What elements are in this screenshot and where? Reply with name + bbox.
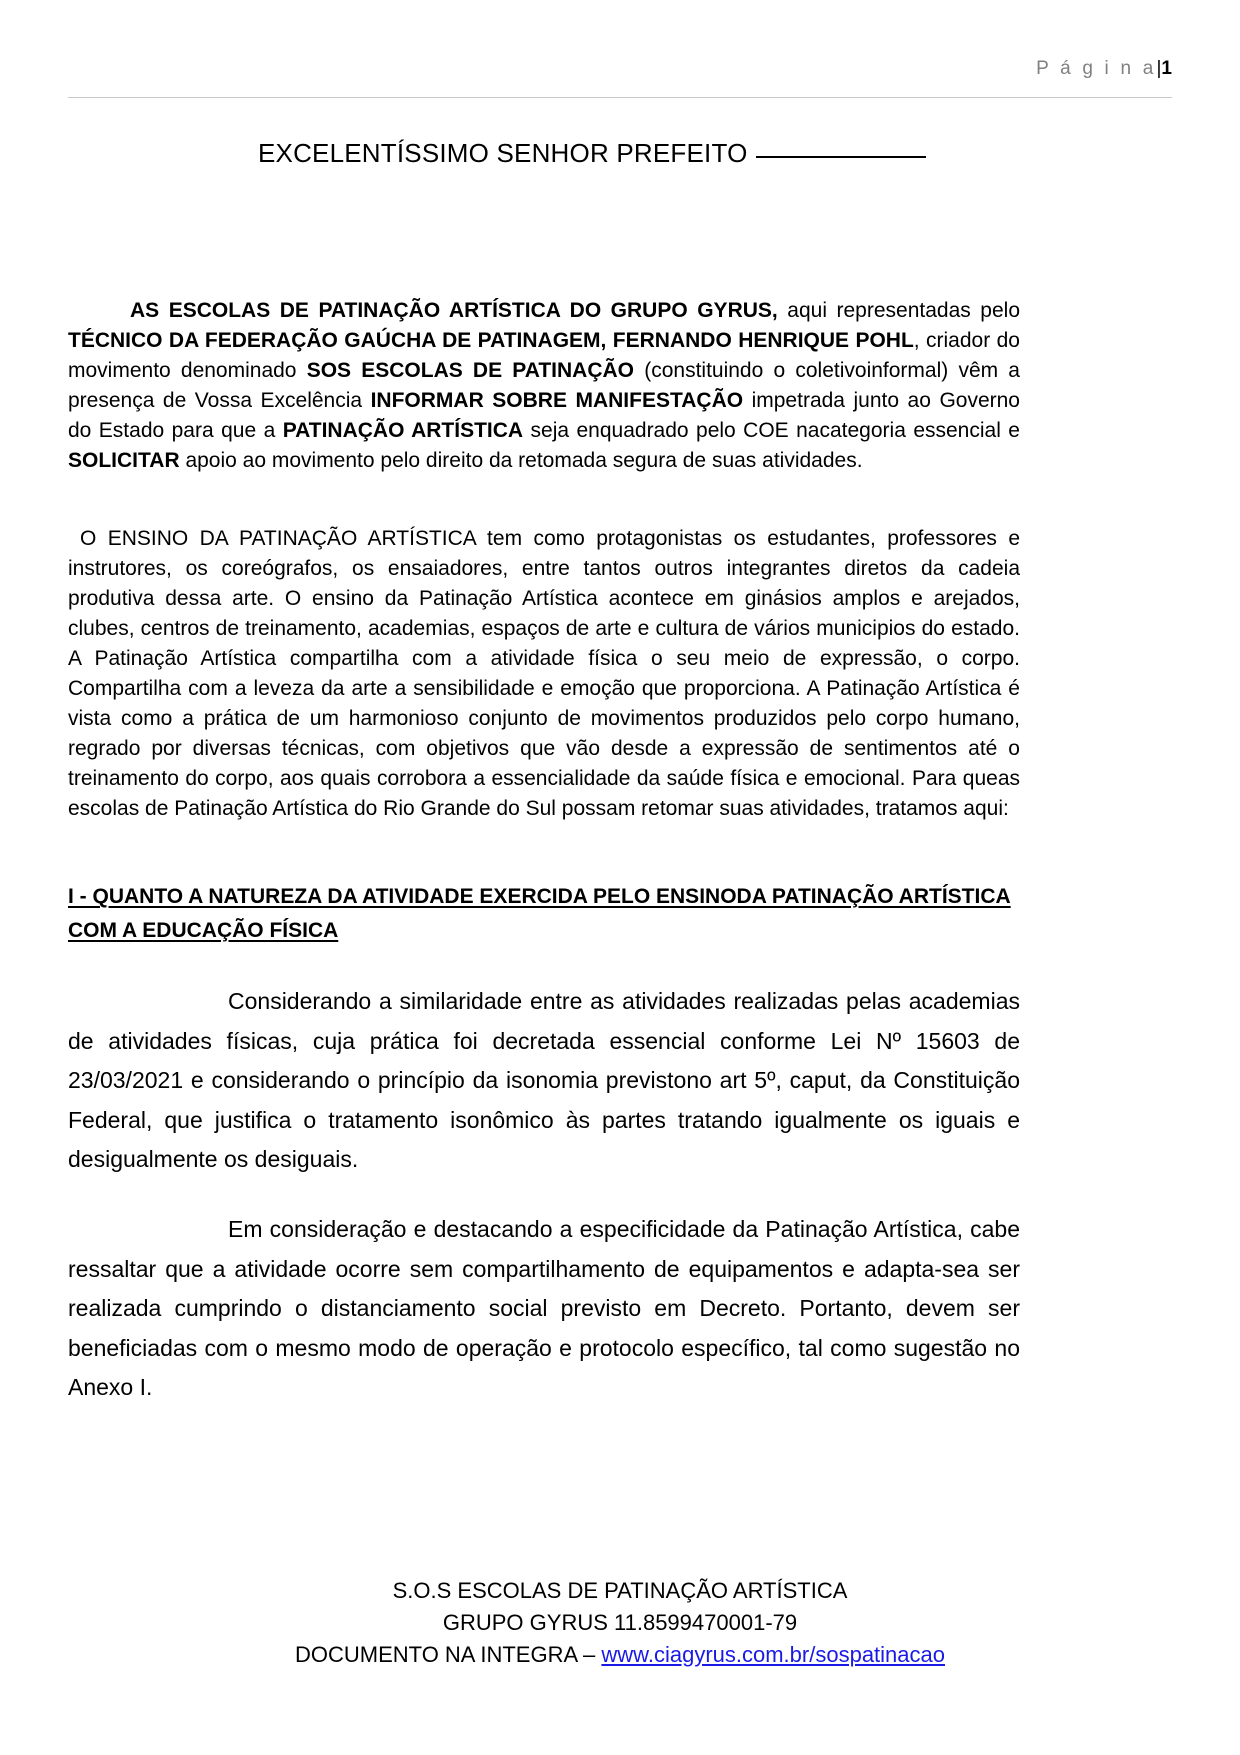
section-heading-line-2-text: COM A EDUCAÇÃO FÍSICA bbox=[68, 919, 339, 943]
document-title bbox=[68, 138, 1172, 169]
page-label: P á g i n a bbox=[1036, 58, 1157, 79]
paragraph-3 bbox=[68, 982, 1020, 1180]
paragraph-1-part-8: impetrada junto ao Governo do Estado para que a bbox=[68, 389, 1020, 443]
paragraph-1-part-4: , criador do movimento denominado bbox=[68, 329, 1020, 383]
footer-line-3 bbox=[0, 1639, 1240, 1671]
section-heading-line-2 bbox=[68, 914, 1020, 948]
paragraph-1-part-11: SOLICITAR bbox=[68, 449, 180, 473]
paragraph-1-part-1: AS ESCOLAS DE PATINAÇÃO ARTÍSTICA DO GRUPO GYRUS, bbox=[130, 299, 778, 322]
footer-line-2: GRUPO GYRUS 11.8599470001-79 bbox=[442, 1610, 798, 1636]
paragraph-1-part-9: PATINAÇÃO ARTÍSTICA bbox=[282, 419, 524, 443]
paragraph-3-text: Considerando a similaridade entre as atividades realizadas pelas academias de atividades físicas, cuja prática foi decretada essencial conforme Lei Nº 15603 de 23/03/2021 e considerando o princípio da isonomia previstono art 5º, caput, da Constituição Federal, que justifica o tratamento isonômico às partes tratando igualmente os iguais e desigualmente os desiguais. bbox=[68, 988, 1020, 1173]
section-heading bbox=[68, 880, 1020, 948]
paragraph-4 bbox=[68, 1210, 1020, 1408]
page-footer bbox=[0, 1575, 1240, 1671]
paragraph-2 bbox=[68, 524, 1020, 824]
paragraph-4-text: Em consideração e destacando a especificidade da Patinação Artística, cabe ressaltar que a atividade ocorre sem compartilhamento de equipamentos e adapta-sea ser realizada cumprindo o distanciamento social previsto em Decreto. Portanto, devem ser beneficiadas com o mesmo modo de operação e protocolo específico, tal como sugestão no Anexo I. bbox=[68, 1216, 1020, 1401]
section-heading-line-1-text: I - QUANTO A NATUREZA DA ATIVIDADE EXERCIDA PELO ENSINODA PATINAÇÃO ARTÍSTICA bbox=[68, 885, 1011, 909]
section-heading-line-1 bbox=[68, 880, 1020, 914]
page-header bbox=[68, 58, 1172, 98]
title-block bbox=[68, 138, 1172, 169]
paragraph-1-part-12: apoio ao movimento pelo direito da retomada segura de suas atividades. bbox=[179, 449, 863, 473]
paragraph-1-part-6: (constituindo o coletivoinformal) vêm a presença de Vossa Excelência bbox=[68, 359, 1020, 413]
document-title-text: EXCELENTÍSSIMO SENHOR PREFEITO bbox=[258, 138, 748, 168]
paragraph-1-part-3: TÉCNICO DA FEDERAÇÃO GAÚCHA DE PATINAGEM, FERNANDO HENRIQUE POHL bbox=[68, 329, 914, 353]
footer-line-3-prefix: DOCUMENTO NA INTEGRA – bbox=[294, 1642, 602, 1668]
paragraph-1 bbox=[68, 296, 1020, 476]
title-blank-line bbox=[756, 156, 926, 158]
page-separator: | bbox=[1156, 58, 1162, 79]
paragraph-1-part-2: aqui representadas pelo bbox=[777, 299, 1020, 322]
paragraph-1-part-5: SOS ESCOLAS DE PATINAÇÃO bbox=[306, 359, 635, 383]
paragraph-2-lead: O ENSINO DA PATINAÇÃO ARTÍSTICA bbox=[80, 527, 476, 551]
document-body bbox=[68, 296, 1020, 1408]
footer-line-1: S.O.S ESCOLAS DE PATINAÇÃO ARTÍSTICA bbox=[392, 1578, 848, 1604]
footer-website-link[interactable]: www.ciagyrus.com.br/sospatinacao bbox=[601, 1642, 945, 1668]
paragraph-1-part-10: seja enquadrado pelo COE nacategoria essencial e bbox=[523, 419, 1020, 443]
paragraph-2-text: tem como protagonistas os estudantes, professores e instrutores, os coreógrafos, os ensaiadores, entre tantos outros integrantes diretos da cadeia produtiva dessa arte. O ensino da Patinação Artística acontece em ginásios amplos e arejados, clubes, centros de treinamento, academias, espaços de arte e cultura de vários municipios do estado. A Patinação Artística compartilha com a atividade física o seu meio de expressão, o corpo. Compartilha com a leveza da arte a sensibilidade e emoção que proporciona. A Patinação Artística é vista como a prática de um harmonioso conjunto de movimentos produzidos pelo corpo humano, regrado por diversas técnicas, com objetivos que vão desde a expressão de sentimentos até o treinamento do corpo, aos quais corrobora a essencialidade da saúde física e emocional. Para queas escolas de Patinação Artística do Rio Grande do Sul possam retomar suas atividades, tratamos aqui: bbox=[68, 527, 1020, 821]
paragraph-1-part-7: INFORMAR SOBRE MANIFESTAÇÃO bbox=[370, 389, 744, 413]
page-header-text bbox=[1036, 58, 1172, 86]
page-number: 1 bbox=[1161, 58, 1172, 79]
